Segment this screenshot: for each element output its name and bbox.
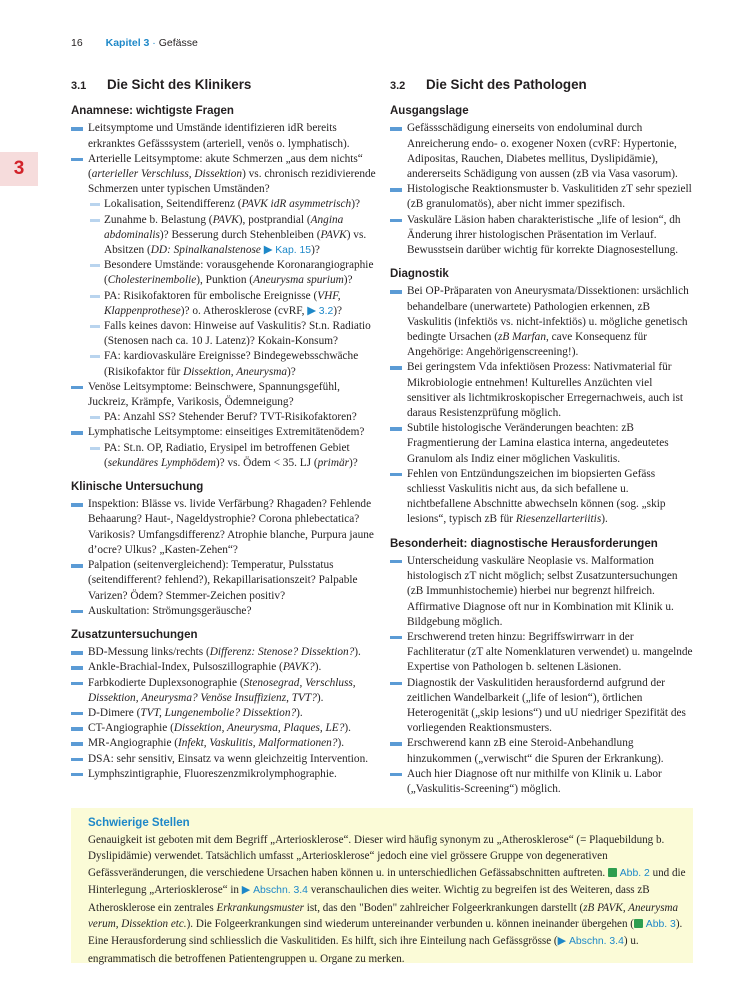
section-title-kliniker: 3.1 Die Sicht des Klinikers: [71, 77, 252, 92]
list-item: BD-Messung links/rechts (Differenz: Stenose? Dissektion?).: [71, 645, 381, 660]
list-item: Palpation (seitenvergleichend): Temperatur, Pulsstatus (seitendifferent? fehlend?), Rekapillarisationszeit? Palpable Varizen? Ödem? Stemmer-Zeichen positiv?: [71, 558, 381, 604]
sub-list-item: Zunahme b. Belastung (PAVK), postprandial (Angina abdominalis)? Besserung durch Stehenbleiben (PAVK) vs. Absitzen (DD: Spinalkanalstenose ▶ Kap. 15)?: [88, 213, 381, 259]
subheading-besonderheit: Besonderheit: diagnostische Herausforderungen: [390, 537, 658, 550]
subheading-klinische-untersuchung: Klinische Untersuchung: [71, 481, 204, 494]
list-item: Lymphszintigraphie, Fluoreszenzmikrolymphographie.: [71, 767, 381, 782]
sub-list-item: Falls keines davon: Hinweise auf Vaskulitis? St.n. Radiatio (Stenosen nach ca. 10 J. Latenz)? Kokain-Konsum?: [88, 319, 381, 349]
list-item: MR-Angiographie (Infekt, Vaskulitis, Malformationen?).: [71, 736, 381, 751]
sub-list: [88, 197, 381, 379]
zusatz-list: [71, 645, 381, 782]
cross-reference-link[interactable]: Kap. 15: [275, 245, 312, 257]
list-item: Diagnostik der Vaskulitiden herausfordernd aufgrund der zeitlichen Wandelbarkeit („life of lesion“), örtlichen Heterogenität („skip lesions“) und uU niedriger Spezifität des vorliegenden Reaktionsmusters.: [390, 676, 693, 737]
list-item: CT-Angiographie (Dissektion, Aneurysma, Plaques, LE?).: [71, 721, 381, 736]
sub-list-item: Besondere Umstände: vorausgehende Koronarangiographie (Cholesterinembolie), Punktion (Aneurysma spurium)?: [88, 258, 381, 288]
page-number: 16: [71, 37, 83, 49]
figure-reference-link[interactable]: Abb. 2: [619, 867, 650, 879]
subheading-anamnese: Anamnese: wichtigste Fragen: [71, 105, 234, 118]
schwierige-stellen-box: [71, 808, 693, 963]
chapter-label: Kapitel 3: [105, 37, 150, 49]
list-item: Auskultation: Strömungsgeräusche?: [71, 604, 381, 619]
box-body: Genauigkeit ist geboten mit dem Begriff „Arteriosklerose“. Dieser wird häufig synonym zu „Atherosklerose“ (= Plaquebildung b. Dyslipidämie) verwendet. Tatsächlich umfasst „Arteriosklerose“ jedoch eine viel grössere Gruppe von degenerativen Gefässveränderungen, die verschiedene Ursachen haben können u. in unterschiedlichen Gefässabschnitten auftreten. Abb. 2 und die Hinterlegung „Arteriosklerose“ in ▶ Abschn. 3.4 veranschaulichen dies weiter. Wichtig zu begreifen ist des Weiteren, dass zB Atherosklerose ein zentrales Erkrankungsmuster ist, das den "Boden" zahlreicher Folgeerkrankungen darstellt (zB PAVK, Aneurysma verum, Dissektion etc.). Die Folgeerkrankungen sind wiederum untereinander verbunden u. können ineinander übergehen ( Abb. 3). Eine Herausforderung sind schliesslich die Vaskulitiden. Es hilft, sich ihre Einteilung nach Gefässgrösse (▶ Abschn. 3.4) u. engrammatisch die betroffenen Patientengruppen u. Organe zu merken.: [88, 834, 686, 965]
list-item: Histologische Reaktionsmuster b. Vaskulitiden zT sehr speziell (zB granulomatös), aber nicht immer spezifisch.: [390, 182, 693, 212]
list-item: Fehlen von Entzündungszeichen im biopsierten Gefäss schliesst Vaskulitis nicht aus, da sich befallene u. nichtbefallene Abschnitte abwechseln können (sog. „skip lesions“, typisch zB für Riesenzellarteriitis).: [390, 467, 693, 528]
sub-list: [88, 441, 381, 471]
sub-list-item: Lokalisation, Seitendifferenz (PAVK idR asymmetrisch)?: [88, 197, 381, 212]
anamnese-list: [71, 121, 381, 471]
list-item: Leitsymptome und Umstände identifizieren idR bereits erkranktes Gefässsystem (arteriell, venös o. lymphatisch).: [71, 121, 381, 151]
page-header: [71, 37, 198, 49]
sub-list-item: PA: Risikofaktoren für embolische Ereignisse (VHF, Klappenprothese)? o. Atherosklerose (cvRF, ▶ 3.2)?: [88, 289, 381, 319]
right-column: [390, 77, 693, 797]
diagnostik-list: [390, 284, 693, 527]
list-item: Gefässschädigung einerseits von endoluminal durch Anreicherung endo- o. exogener Noxen (cvRF: Hypertonie, Adipositas, Rauchen, Diabetes mellitus, Dyslipidämie), andererseits Schädigung von aussen (zB via Vasa vasorum).: [390, 121, 693, 182]
list-item: Farbkodierte Duplexsonographie (Stenosegrad, Verschluss, Dissektion, Aneurysma? Venöse Insuffizienz, TVT?).: [71, 676, 381, 706]
sub-list-item: PA: St.n. OP, Radiatio, Erysipel im betroffenen Gebiet (sekundäres Lymphödem)? vs. Ödem < 35. LJ (primär)?: [88, 441, 381, 471]
sub-list-item: FA: kardiovaskuläre Ereignisse? Bindegewebsschwäche (Risikofaktor für Dissektion, Aneurysma)?: [88, 349, 381, 379]
list-item: Subtile histologische Veränderungen beachten: zB Fragmentierung der Lamina elastica interna, angedeutetes Granulom als Indiz einer möglichen Vaskulitis.: [390, 421, 693, 467]
figure-reference-link[interactable]: Abb. 3: [645, 919, 676, 931]
besonderheit-list: [390, 554, 693, 797]
list-item: Unterscheidung vaskuläre Neoplasie vs. Malformation histologisch zT nicht möglich; selbst Zusatzuntersuchungen (zB Immunhistochemie) hierbei nur begrenzt hilfreich. Affirmative Diagnose oft nur in Kombination mit Klinik u. Bildgebung möglich.: [390, 554, 693, 630]
section-reference-link[interactable]: Abschn. 3.4: [568, 936, 624, 948]
arrow-icon: ▶: [241, 884, 251, 897]
list-item: Arterielle Leitsymptome: akute Schmerzen „aus dem nichts“ (arterieller Verschluss, Dissektion) vs. chronisch rezidivierende Schmerzen unter typischen Umständen? Lokalisation, Seitendifferenz (PAVK idR asymmetrisch)? Zunahme b. Belastung (PAVK), postprandial (Angina abdominalis)? Besserung durch Stehenbleiben (PAVK) vs. Absitzen (DD: Spinalkanalstenose ▶ Kap. 15)? Besondere Umstände: vorausgehende Koronarangiographie (Cholesterinembolie), Punktion (Aneurysma spurium)? PA: Risikofaktoren für embolische Ereignisse (VHF, Klappenprothese)? o. Atherosklerose (cvRF, ▶ 3.2)? Falls keines davon: Hinweise auf Vaskulitis? St.n. Radiatio (Stenosen nach ca. 10 J. Latenz)? Kokain-Konsum? FA: kardiovaskuläre Ereignisse? Bindegewebsschwäche (Risikofaktor für Dissektion, Aneurysma)?: [71, 152, 381, 380]
chapter-section: Gefässe: [158, 37, 198, 49]
list-item: Erschwerend treten hinzu: Begriffswirrwarr in der Fachliteratur (zT alte Nomenklaturen verwendet) u. mangelnde Expertise von Pathologen b. seltenen Läsionen.: [390, 630, 693, 676]
list-item: Vaskuläre Läsion haben charakteristische „life of lesion“, dh Änderung ihrer histologischen Präsentation im Verlauf. Bewusstsein darüber wichtig für korrekte Diagnosestellung.: [390, 213, 693, 259]
list-item: Lymphatische Leitsymptome: einseitiges Extremitätenödem? PA: St.n. OP, Radiatio, Erysipel im betroffenen Gebiet (sekundäres Lymphödem)? vs. Ödem < 35. LJ (primär)?: [71, 425, 381, 471]
list-item: DSA: sehr sensitiv, Einsatz va wenn gleichzeitig Intervention.: [71, 752, 381, 767]
figure-icon: [634, 919, 643, 928]
sub-list-item: PA: Anzahl SS? Stehender Beruf? TVT-Risikofaktoren?: [88, 410, 381, 425]
separator-dot: ·: [152, 37, 156, 49]
list-item: Bei geringstem Vda infektiösen Prozess: Nativmaterial für Mikrobiologie entnehmen! Kulturelles Anzüchten viel sensitiver als lichtmikroskopischer Erregernachweis, auch ist daraus Resistenzprüfung möglich.: [390, 360, 693, 421]
subheading-diagnostik: Diagnostik: [390, 268, 449, 281]
section-reference-link[interactable]: Abschn. 3.4: [253, 885, 308, 897]
left-column: [71, 77, 381, 782]
list-item: Ankle-Brachial-Index, Pulsoszillographie (PAVK?).: [71, 660, 381, 675]
subheading-zusatzuntersuchungen: Zusatzuntersuchungen: [71, 628, 198, 641]
list-item: D-Dimere (TVT, Lungenembolie? Dissektion?).: [71, 706, 381, 721]
list-item: Auch hier Diagnose oft nur mithilfe von Klinik u. Labor („Vaskulitis-Screening“) möglich.: [390, 767, 693, 797]
arrow-icon: ▶: [307, 304, 316, 317]
figure-icon: [608, 868, 617, 877]
ausgangslage-list: [390, 121, 693, 258]
box-title: Schwierige Stellen: [88, 817, 190, 829]
cross-reference-link[interactable]: 3.2: [318, 305, 334, 317]
section-title-pathologe: 3.2 Die Sicht des Pathologen: [390, 77, 587, 92]
arrow-icon: ▶: [557, 935, 567, 948]
list-item: Erschwerend kann zB eine Steroid-Anbehandlung hinzukommen („verwischt“ die Spuren der Erkrankung).: [390, 736, 693, 766]
chapter-tab: 3: [0, 152, 38, 186]
subheading-ausgangslage: Ausgangslage: [390, 105, 469, 118]
list-item: Venöse Leitsymptome: Beinschwere, Spannungsgefühl, Juckreiz, Krämpfe, Varikosis, Ödemneigung? PA: Anzahl SS? Stehender Beruf? TVT-Risikofaktoren?: [71, 380, 381, 426]
klinische-list: [71, 497, 381, 619]
sub-list: [88, 410, 381, 425]
list-item: Bei OP-Präparaten von Aneurysmata/Dissektionen: ursächlich behandelbare (unerwartete) Pathologien erkennen, zB Vaskulitis (infektiös vs. nicht-infektiös) u. mögliche genetisch bedingte Ursachen (zB Marfan, cave Konsequenz für Angehörige: Angehörigenscreening!).: [390, 284, 693, 360]
arrow-icon: ▶: [263, 244, 273, 257]
list-item: Inspektion: Blässe vs. livide Verfärbung? Rhagaden? Fehlende Behaarung? Haut-, Nageldystrophie? Corona phlebectatica? Varikosis? Umfangsdifferenz? Atrophie blanche, Purpura jaune d’ocre? Ulkus? „Kasten-Zehen“?: [71, 497, 381, 558]
